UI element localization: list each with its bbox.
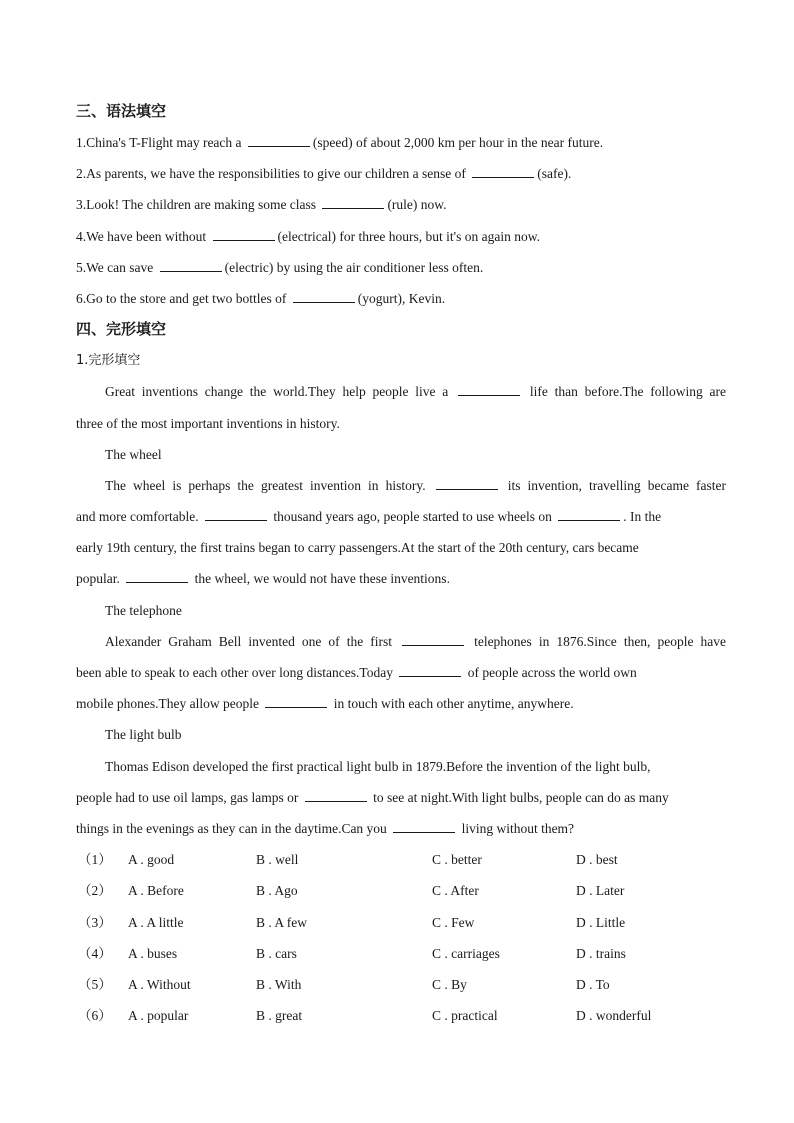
option-a[interactable]: A . Before [128, 883, 184, 899]
option-c[interactable]: C . better [432, 852, 482, 868]
option-a[interactable]: A . good [128, 852, 175, 868]
grammar-item-3 [76, 189, 726, 220]
option-row-5 [76, 969, 726, 1000]
option-b[interactable]: B . cars [256, 945, 297, 961]
passage-heading-telephone: The telephone [105, 602, 182, 618]
option-row-6 [76, 1000, 726, 1031]
passage-text: people had to use oil lamps, gas lamps or [76, 789, 302, 805]
passage-text: the wheel, we would not have these inventions. [191, 571, 450, 587]
item-text: 4.We have been without [76, 228, 210, 244]
answer-blank[interactable] [472, 163, 534, 178]
option-row-3 [76, 907, 726, 938]
item-text: 2.As parents, we have the responsibilities to give our children a sense of [76, 166, 470, 182]
item-text: (rule) now. [387, 197, 447, 213]
grammar-item-5 [76, 252, 726, 283]
grammar-item-1 [76, 127, 726, 158]
option-b[interactable]: B . A few [256, 914, 308, 930]
option-b[interactable]: B . Ago [256, 883, 298, 899]
option-a[interactable]: A . A little [128, 914, 184, 930]
option-c[interactable]: C . Few [432, 914, 475, 930]
grammar-item-4 [76, 221, 726, 252]
item-text: (speed) of about 2,000 km per hour in the near future. [312, 135, 604, 150]
answer-blank[interactable] [393, 818, 455, 833]
passage-text: things in the evenings as they can in the daytime.Can you [76, 820, 391, 836]
option-b[interactable]: B . With [256, 976, 302, 992]
question-number: （5） [78, 976, 112, 992]
option-d[interactable]: D . Later [576, 883, 625, 899]
passage-text: life than before.The following are [523, 384, 726, 400]
passage-text: been able to speak to each other over long distances.Today [76, 665, 397, 680]
question-number: （2） [78, 883, 112, 899]
passage-line [76, 782, 726, 813]
answer-blank[interactable] [399, 662, 461, 677]
item-text: 1.China's T-Flight may reach a [76, 135, 245, 150]
answer-blank[interactable] [265, 693, 327, 708]
option-c[interactable]: C . carriages [432, 945, 500, 961]
item-text: 5.We can save [76, 259, 157, 275]
passage-text: Great inventions change the world.They help people live a [105, 384, 456, 400]
passage-heading-wheel: The wheel [105, 446, 162, 462]
option-d[interactable]: D . Little [576, 914, 626, 930]
answer-blank[interactable] [305, 787, 367, 802]
passage-text: of people across the world own [464, 665, 637, 680]
question-number: （6） [78, 1008, 112, 1024]
answer-blank[interactable] [205, 506, 267, 521]
answer-blank[interactable] [322, 194, 384, 209]
passage-line [76, 501, 726, 532]
worksheet-page [76, 96, 726, 1031]
answer-blank[interactable] [558, 506, 620, 521]
question-number: （1） [78, 852, 112, 868]
item-text: (safe). [537, 166, 572, 182]
option-a[interactable]: A . Without [128, 976, 191, 992]
option-a[interactable]: A . buses [128, 945, 178, 961]
passage-text: to see at night.With light bulbs, people can do as many [369, 789, 669, 805]
passage-text: in touch with each other anytime, anywhere. [330, 696, 574, 712]
answer-blank[interactable] [126, 568, 188, 583]
option-row-4 [76, 938, 726, 969]
passage-text: mobile phones.They allow people [76, 696, 263, 712]
option-d[interactable]: D . To [576, 976, 610, 992]
passage-line [76, 813, 726, 844]
option-row-1 [76, 844, 726, 875]
grammar-item-2 [76, 158, 726, 189]
answer-blank[interactable] [160, 257, 222, 272]
question-number: （3） [78, 914, 112, 930]
option-a[interactable]: A . popular [128, 1008, 189, 1024]
section-4-title: 四、完形填空 [76, 320, 167, 339]
answer-blank[interactable] [402, 631, 464, 646]
item-text: 6.Go to the store and get two bottles of [76, 290, 290, 306]
answer-blank[interactable] [293, 288, 355, 303]
option-d[interactable]: D . wonderful [576, 1008, 652, 1024]
passage-line [76, 376, 726, 407]
option-c[interactable]: C . By [432, 976, 467, 992]
passage-text: Alexander Graham Bell invented one of the first [105, 633, 400, 649]
answer-blank[interactable] [248, 132, 310, 147]
answer-blank[interactable] [436, 475, 498, 490]
option-b[interactable]: B . well [256, 852, 299, 868]
passage-line: Thomas Edison developed the first practical light bulb in 1879.Before the invention of the light bulb, [105, 758, 651, 774]
passage-line: early 19th century, the first trains began to carry passengers.At the start of the 20th century, cars became [76, 540, 639, 556]
grammar-item-6 [76, 283, 726, 314]
passage-text: thousand years ago, people started to use wheels on [269, 509, 556, 525]
option-d[interactable]: D . trains [576, 945, 626, 961]
passage-line [76, 563, 726, 594]
option-c[interactable]: C . After [432, 883, 479, 899]
cloze-subtitle: 1.完形填空 [76, 353, 141, 369]
section-3-title: 三、语法填空 [76, 102, 167, 120]
item-text: (yogurt), Kevin. [357, 290, 446, 306]
passage-text: The wheel is perhaps the greatest invention in history. [105, 477, 433, 493]
passage-text: and more comfortable. [76, 509, 202, 525]
answer-blank[interactable] [458, 381, 520, 396]
passage-line [76, 626, 726, 657]
passage-line: three of the most important inventions in history. [76, 415, 340, 431]
passage-text: its invention, travelling became faster [500, 477, 726, 493]
passage-text: telephones in 1876.Since then, people have [467, 633, 726, 649]
passage-text: living without them? [458, 820, 575, 836]
passage-line [76, 688, 726, 719]
passage-line [76, 657, 726, 688]
passage-text: . In the [623, 509, 662, 525]
passage-heading-light-bulb: The light bulb [105, 727, 182, 743]
item-text: (electric) by using the air conditioner less often. [224, 259, 484, 275]
passage-line [76, 470, 726, 501]
option-row-2 [76, 875, 726, 906]
passage-text: popular. [76, 571, 124, 587]
question-number: （4） [78, 945, 112, 961]
answer-blank[interactable] [213, 226, 275, 241]
item-text: 3.Look! The children are making some class [76, 197, 320, 213]
option-b[interactable]: B . great [256, 1008, 303, 1024]
option-c[interactable]: C . practical [432, 1008, 498, 1024]
option-d[interactable]: D . best [576, 852, 618, 868]
item-text: (electrical) for three hours, but it's on again now. [277, 228, 540, 244]
